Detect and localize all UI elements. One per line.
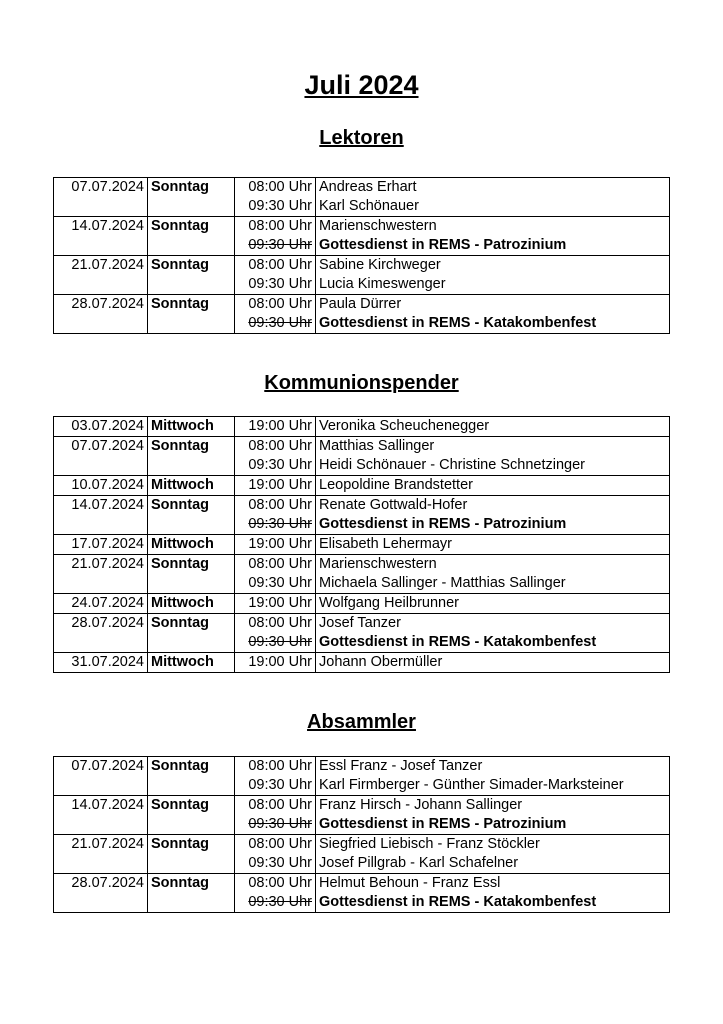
name-cell: Marienschwestern xyxy=(316,555,670,575)
name-cell: Gottesdienst in REMS - Patrozinium xyxy=(316,515,670,535)
table-row xyxy=(54,437,670,457)
date-cell: 14.07.2024 xyxy=(54,217,148,237)
weekday-cell xyxy=(148,456,235,476)
time-cell: 08:00 Uhr xyxy=(235,217,316,237)
name-cell: Gottesdienst in REMS - Patrozinium xyxy=(316,815,670,835)
schedule-group xyxy=(54,417,670,437)
weekday-cell: Mittwoch xyxy=(148,594,235,614)
weekday-cell xyxy=(148,236,235,256)
date-cell xyxy=(54,574,148,594)
table-row xyxy=(54,256,670,276)
schedule-group xyxy=(54,796,670,835)
schedule-group xyxy=(54,178,670,217)
name-cell: Gottesdienst in REMS - Patrozinium xyxy=(316,236,670,256)
date-cell: 21.07.2024 xyxy=(54,256,148,276)
time-cell: 08:00 Uhr xyxy=(235,796,316,816)
name-cell: Essl Franz - Josef Tanzer xyxy=(316,757,670,777)
table-row xyxy=(54,295,670,315)
time-cell: 09:30 Uhr xyxy=(235,574,316,594)
time-cell: 09:30 Uhr xyxy=(235,633,316,653)
schedule-group xyxy=(54,437,670,476)
name-cell: Josef Tanzer xyxy=(316,614,670,634)
date-cell: 07.07.2024 xyxy=(54,437,148,457)
weekday-cell xyxy=(148,314,235,334)
weekday-cell xyxy=(148,515,235,535)
time-cell: 09:30 Uhr xyxy=(235,515,316,535)
name-cell: Veronika Scheuchenegger xyxy=(316,417,670,437)
date-cell xyxy=(54,236,148,256)
date-cell xyxy=(54,893,148,913)
table-row xyxy=(54,314,670,334)
name-cell: Matthias Sallinger xyxy=(316,437,670,457)
weekday-cell: Mittwoch xyxy=(148,535,235,555)
schedule-group xyxy=(54,217,670,256)
schedule-group xyxy=(54,614,670,653)
time-cell: 08:00 Uhr xyxy=(235,437,316,457)
name-cell: Lucia Kimeswenger xyxy=(316,275,670,295)
weekday-cell: Sonntag xyxy=(148,757,235,777)
weekday-cell: Sonntag xyxy=(148,496,235,516)
date-cell xyxy=(54,854,148,874)
table-row xyxy=(54,653,670,673)
date-cell: 31.07.2024 xyxy=(54,653,148,673)
time-cell: 19:00 Uhr xyxy=(235,594,316,614)
name-cell: Gottesdienst in REMS - Katakombenfest xyxy=(316,633,670,653)
name-cell: Helmut Behoun - Franz Essl xyxy=(316,874,670,894)
name-cell: Franz Hirsch - Johann Sallinger xyxy=(316,796,670,816)
table-row xyxy=(54,776,670,796)
time-cell: 09:30 Uhr xyxy=(235,236,316,256)
weekday-cell: Sonntag xyxy=(148,614,235,634)
name-cell: Karl Schönauer xyxy=(316,197,670,217)
name-cell: Johann Obermüller xyxy=(316,653,670,673)
table-row xyxy=(54,874,670,894)
name-cell: Elisabeth Lehermayr xyxy=(316,535,670,555)
weekday-cell: Mittwoch xyxy=(148,653,235,673)
table-row xyxy=(54,197,670,217)
date-cell: 28.07.2024 xyxy=(54,614,148,634)
weekday-cell: Sonntag xyxy=(148,796,235,816)
schedule-group xyxy=(54,874,670,913)
schedule-table-lektoren xyxy=(53,177,670,334)
time-cell: 08:00 Uhr xyxy=(235,178,316,198)
weekday-cell xyxy=(148,815,235,835)
time-cell: 09:30 Uhr xyxy=(235,275,316,295)
weekday-cell xyxy=(148,893,235,913)
date-cell xyxy=(54,515,148,535)
date-cell xyxy=(54,197,148,217)
time-cell: 08:00 Uhr xyxy=(235,555,316,575)
schedule-group xyxy=(54,535,670,555)
weekday-cell xyxy=(148,574,235,594)
schedule-group xyxy=(54,757,670,796)
name-cell: Sabine Kirchweger xyxy=(316,256,670,276)
time-cell: 09:30 Uhr xyxy=(235,854,316,874)
date-cell: 21.07.2024 xyxy=(54,555,148,575)
weekday-cell: Sonntag xyxy=(148,295,235,315)
table-row xyxy=(54,178,670,198)
name-cell: Leopoldine Brandstetter xyxy=(316,476,670,496)
date-cell: 28.07.2024 xyxy=(54,874,148,894)
table-row xyxy=(54,854,670,874)
weekday-cell: Sonntag xyxy=(148,555,235,575)
time-cell: 09:30 Uhr xyxy=(235,197,316,217)
time-cell: 08:00 Uhr xyxy=(235,496,316,516)
weekday-cell xyxy=(148,854,235,874)
name-cell: Renate Gottwald-Hofer xyxy=(316,496,670,516)
table-row xyxy=(54,236,670,256)
weekday-cell: Sonntag xyxy=(148,835,235,855)
weekday-cell: Sonntag xyxy=(148,217,235,237)
table-row xyxy=(54,496,670,516)
table-row xyxy=(54,515,670,535)
table-row xyxy=(54,535,670,555)
time-cell: 08:00 Uhr xyxy=(235,614,316,634)
weekday-cell xyxy=(148,633,235,653)
name-cell: Siegfried Liebisch - Franz Stöckler xyxy=(316,835,670,855)
table-row xyxy=(54,275,670,295)
time-cell: 09:30 Uhr xyxy=(235,314,316,334)
date-cell: 03.07.2024 xyxy=(54,417,148,437)
date-cell: 28.07.2024 xyxy=(54,295,148,315)
date-cell xyxy=(54,314,148,334)
name-cell: Heidi Schönauer - Christine Schnetzinger xyxy=(316,456,670,476)
table-row xyxy=(54,815,670,835)
table-row xyxy=(54,614,670,634)
table-row xyxy=(54,476,670,496)
date-cell xyxy=(54,456,148,476)
time-cell: 19:00 Uhr xyxy=(235,476,316,496)
table-row xyxy=(54,574,670,594)
weekday-cell: Mittwoch xyxy=(148,476,235,496)
table-row xyxy=(54,796,670,816)
weekday-cell xyxy=(148,776,235,796)
table-row xyxy=(54,417,670,437)
schedule-group xyxy=(54,653,670,673)
schedule-group xyxy=(54,295,670,334)
weekday-cell: Mittwoch xyxy=(148,417,235,437)
schedule-group xyxy=(54,594,670,614)
schedule-group xyxy=(54,476,670,496)
name-cell: Michaela Sallinger - Matthias Sallinger xyxy=(316,574,670,594)
time-cell: 19:00 Uhr xyxy=(235,417,316,437)
date-cell: 07.07.2024 xyxy=(54,178,148,198)
name-cell: Karl Firmberger - Günther Simader-Marksteiner xyxy=(316,776,670,796)
date-cell: 17.07.2024 xyxy=(54,535,148,555)
table-row xyxy=(54,555,670,575)
date-cell: 21.07.2024 xyxy=(54,835,148,855)
date-cell xyxy=(54,275,148,295)
time-cell: 09:30 Uhr xyxy=(235,456,316,476)
name-cell: Andreas Erhart xyxy=(316,178,670,198)
table-row xyxy=(54,217,670,237)
date-cell: 24.07.2024 xyxy=(54,594,148,614)
date-cell: 10.07.2024 xyxy=(54,476,148,496)
time-cell: 08:00 Uhr xyxy=(235,757,316,777)
time-cell: 09:30 Uhr xyxy=(235,893,316,913)
schedule-group xyxy=(54,555,670,594)
schedule-table-kommunionspender xyxy=(53,416,670,673)
schedule-group xyxy=(54,835,670,874)
weekday-cell xyxy=(148,275,235,295)
time-cell: 09:30 Uhr xyxy=(235,776,316,796)
name-cell: Gottesdienst in REMS - Katakombenfest xyxy=(316,893,670,913)
time-cell: 09:30 Uhr xyxy=(235,815,316,835)
table-row xyxy=(54,757,670,777)
schedule-group xyxy=(54,256,670,295)
time-cell: 08:00 Uhr xyxy=(235,874,316,894)
table-row xyxy=(54,594,670,614)
weekday-cell: Sonntag xyxy=(148,256,235,276)
date-cell: 14.07.2024 xyxy=(54,796,148,816)
section-heading-kommunionspender: Kommunionspender xyxy=(264,372,459,394)
time-cell: 19:00 Uhr xyxy=(235,653,316,673)
date-cell xyxy=(54,815,148,835)
weekday-cell xyxy=(148,197,235,217)
schedule-table-absammler xyxy=(53,756,670,913)
date-cell: 14.07.2024 xyxy=(54,496,148,516)
name-cell: Paula Dürrer xyxy=(316,295,670,315)
date-cell xyxy=(54,633,148,653)
weekday-cell: Sonntag xyxy=(148,437,235,457)
time-cell: 08:00 Uhr xyxy=(235,295,316,315)
date-cell: 07.07.2024 xyxy=(54,757,148,777)
table-row xyxy=(54,633,670,653)
section-heading-absammler: Absammler xyxy=(307,711,416,733)
date-cell xyxy=(54,776,148,796)
weekday-cell: Sonntag xyxy=(148,178,235,198)
section-heading-lektoren: Lektoren xyxy=(319,127,404,149)
name-cell: Gottesdienst in REMS - Katakombenfest xyxy=(316,314,670,334)
name-cell: Josef Pillgrab - Karl Schafelner xyxy=(316,854,670,874)
time-cell: 08:00 Uhr xyxy=(235,256,316,276)
table-row xyxy=(54,835,670,855)
page-title: Juli 2024 xyxy=(304,70,419,100)
time-cell: 19:00 Uhr xyxy=(235,535,316,555)
table-row xyxy=(54,893,670,913)
name-cell: Wolfgang Heilbrunner xyxy=(316,594,670,614)
schedule-group xyxy=(54,496,670,535)
time-cell: 08:00 Uhr xyxy=(235,835,316,855)
weekday-cell: Sonntag xyxy=(148,874,235,894)
table-row xyxy=(54,456,670,476)
name-cell: Marienschwestern xyxy=(316,217,670,237)
